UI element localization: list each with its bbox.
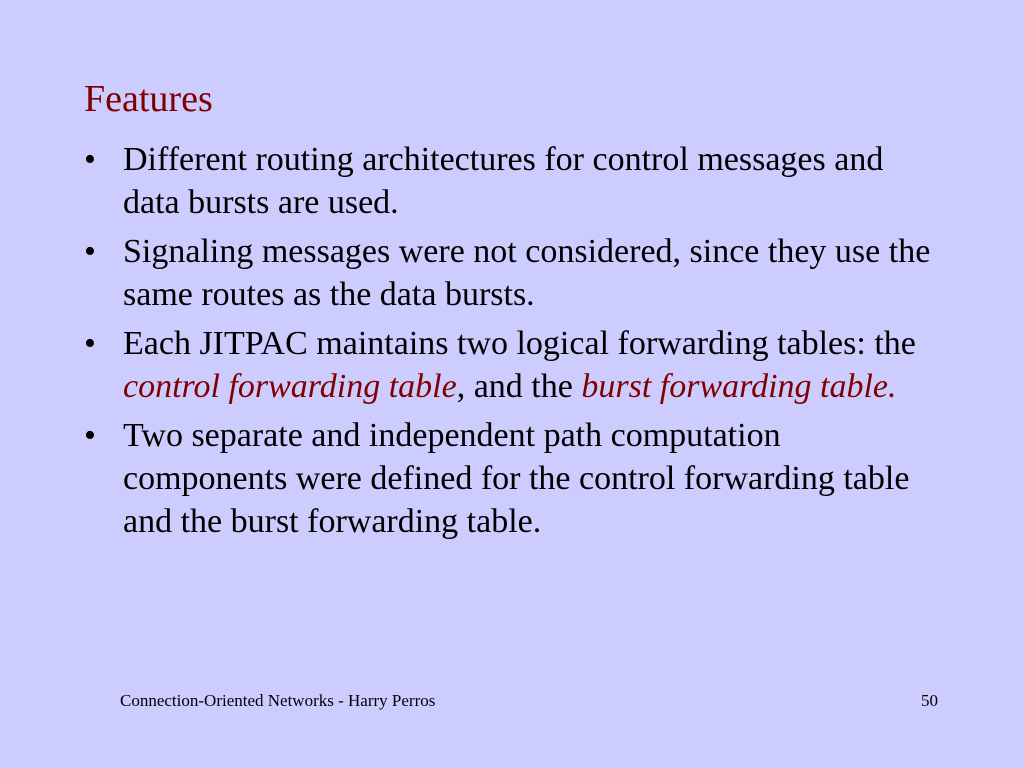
bullet-text-part: , and the: [456, 368, 582, 405]
bullet-item: [84, 322, 944, 408]
bullet-icon: •: [84, 233, 96, 270]
bullet-text: Different routing architectures for control messages and data bursts are used.: [123, 141, 884, 221]
page-number: 50: [921, 691, 938, 710]
emphasis-control-forwarding-table: control forwarding table: [123, 368, 457, 405]
bullet-icon: •: [84, 325, 96, 362]
footer-source: Connection-Oriented Networks - Harry Perros: [120, 691, 436, 710]
slide-title: Features: [84, 78, 213, 120]
bullet-item: [84, 138, 944, 224]
bullet-list: [84, 138, 944, 549]
bullet-text: Two separate and independent path computation components were defined for the control forwarding table and the burst forwarding table.: [123, 417, 910, 540]
bullet-item: [84, 414, 944, 543]
bullet-text-part: Each JITPAC maintains two logical forwarding tables: the: [123, 325, 916, 362]
bullet-item: [84, 230, 944, 316]
bullet-text: Signaling messages were not considered, since they use the same routes as the data bursts.: [123, 233, 931, 313]
emphasis-burst-forwarding-table: burst forwarding table.: [581, 368, 897, 405]
bullet-icon: •: [84, 417, 96, 454]
bullet-icon: •: [84, 141, 96, 178]
